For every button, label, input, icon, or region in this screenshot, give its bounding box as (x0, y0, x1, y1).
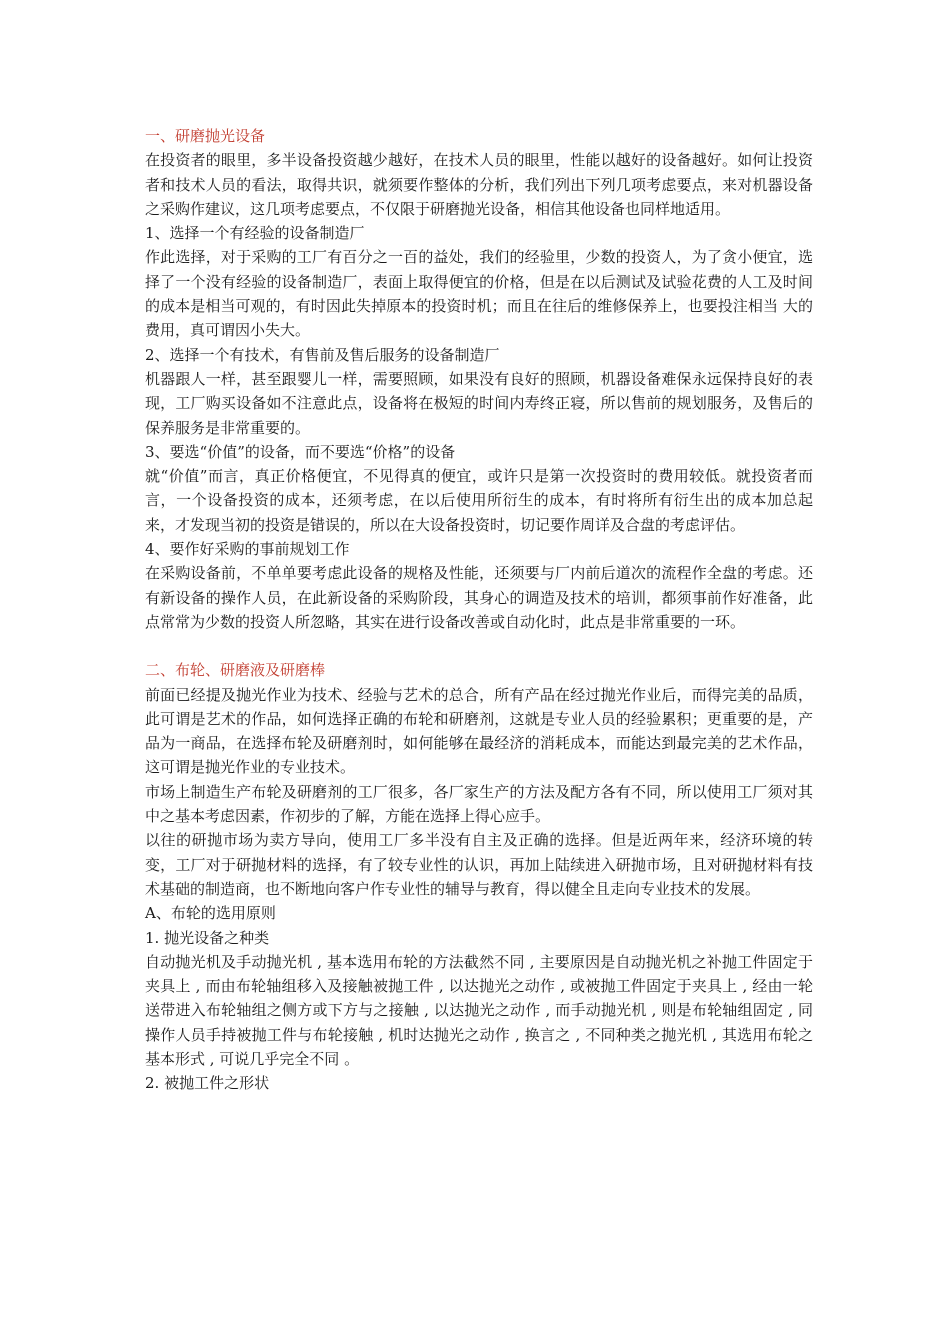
sub2-title: 2. 被抛工件之形状 (145, 1074, 270, 1093)
item3-title: 3、要选“价值”的设备，而不要选“价格”的设备 (145, 442, 456, 461)
item1-title: 1、选择一个有经验的设备制造厂 (145, 224, 365, 243)
item3-text: 就“价值”而言，真正价格便宜，不见得真的便宜，或许只是第一次投资时的费用较低。就投资者而言，一个设备投资的成本，还须考虑，在以后使用所衍生的成本，有时将所有衍生出的成本加总起来，才发现当初的投资是错误的，所以在大设备投资时，切记要作周详及合盘的考虑评估。 (145, 467, 813, 534)
item2-text: 机器跟人一样，甚至跟婴儿一样，需要照顾，如果没有良好的照顾，机器设备难保永远保持良好的表现，工厂购买设备如不注意此点，设备将在极短的时间内寿终正寝，所以售前的规划服务，及售后的保养服务是非常重要的。 (145, 369, 813, 437)
item4-text: 在采购设备前，不单单要考虑此设备的规格及性能，还须要与厂内前后道次的流程作全盘的考虑。还有新设备的操作人员，在此新设备的采购阶段，其身心的调造及技术的培训，都须事前作好准备，此点常常为少数的投资人所忽略，其实在进行设备改善或自动化时，此点是非常重要的一环。 (145, 564, 813, 631)
section-gap (145, 634, 813, 658)
subsection-a-title: A、布轮的选用原则 (145, 904, 276, 923)
section2-para1: 前面已经提及抛光作业为技术、经验与艺术的总合，所有产品在经过抛光作业后，而得完美的品质，此可谓是艺术的作品，如何选择正确的布轮和研磨剂，这就是专业人员的经验累积；更重要的是，产品为一商品，在选择布轮及研磨剂时，如何能够在最经济的消耗成本，而能达到最完美的艺术作品，这可谓是抛光作业的专业技术。 (145, 685, 813, 777)
document-page (145, 124, 813, 1096)
item4-title: 4、要作好采购的事前规划工作 (145, 540, 350, 559)
section1-intro: 在投资者的眼里，多半设备投资越少越好，在技术人员的眼里，性能以越好的设备越好。如何让投资者和技术人员的看法，取得共识，就须要作整体的分析，我们列出下列几项考虑要点，来对机器设备之采购作建议，这几项考虑要点，不仅限于研磨抛光设备，相信其他设备也同样地适用。 (145, 151, 813, 218)
section2-heading: 二、布轮、研磨液及研磨棒 (145, 661, 326, 680)
item2-title: 2、选择一个有技术，有售前及售后服务的设备制造厂 (145, 345, 500, 364)
sub1-text: 自动抛光机及手动抛光机 , 基本选用布轮的方法截然不同 , 主要原因是自动抛光机之补抛工件固定于夹具上 , 而由布轮轴组移入及接触被抛工件 , 以达抛光之动作 , 或被抛工件固定于夹具上 , 经由一轮送带进入布轮轴组之侧方或下方与之接触 , 以达抛光之动作 , 而手动抛光机 , 则是布轮轴组固定 , 同操作人员手持被抛工件与布轮接触 , 机时达抛光之动作 , 换言之 , 不同种类之抛光机 , 其选用布轮之基本形式 , 可说几乎完全不同 。 (145, 952, 813, 1068)
sub1-title: 1. 抛光设备之种类 (145, 928, 270, 947)
section2-para2: 市场上制造生产布轮及研磨剂的工厂很多，各厂家生产的方法及配方各有不同，所以使用工厂须对其中之基本考虑因素，作初步的了解，方能在选择上得心应手。 (145, 782, 813, 826)
section2-para3: 以往的研抛市场为卖方导向，使用工厂多半没有自主及正确的选择。但是近两年来，经济环境的转变，工厂对于研抛材料的选择，有了较专业性的认识，再加上陆续进入研抛市场，且对研抛材料有技术基础的制造商，也不断地向客户作专业性的辅导与教育，得以健全且走向专业技术的发展。 (145, 831, 813, 898)
item1-text: 作此选择，对于采购的工厂有百分之一百的益处，我们的经验里，少数的投资人，为了贪小便宜，选择了一个没有经验的设备制造厂，表面上取得便宜的价格，但是在以后测试及试验花费的人工及时间的成本是相当可观的，有时因此失掉原本的投资时机；而且在往后的维修保养上，也要投注相当 大的费用，真可谓因小失大。 (145, 248, 813, 340)
section1-heading: 一、研磨抛光设备 (145, 127, 266, 145)
